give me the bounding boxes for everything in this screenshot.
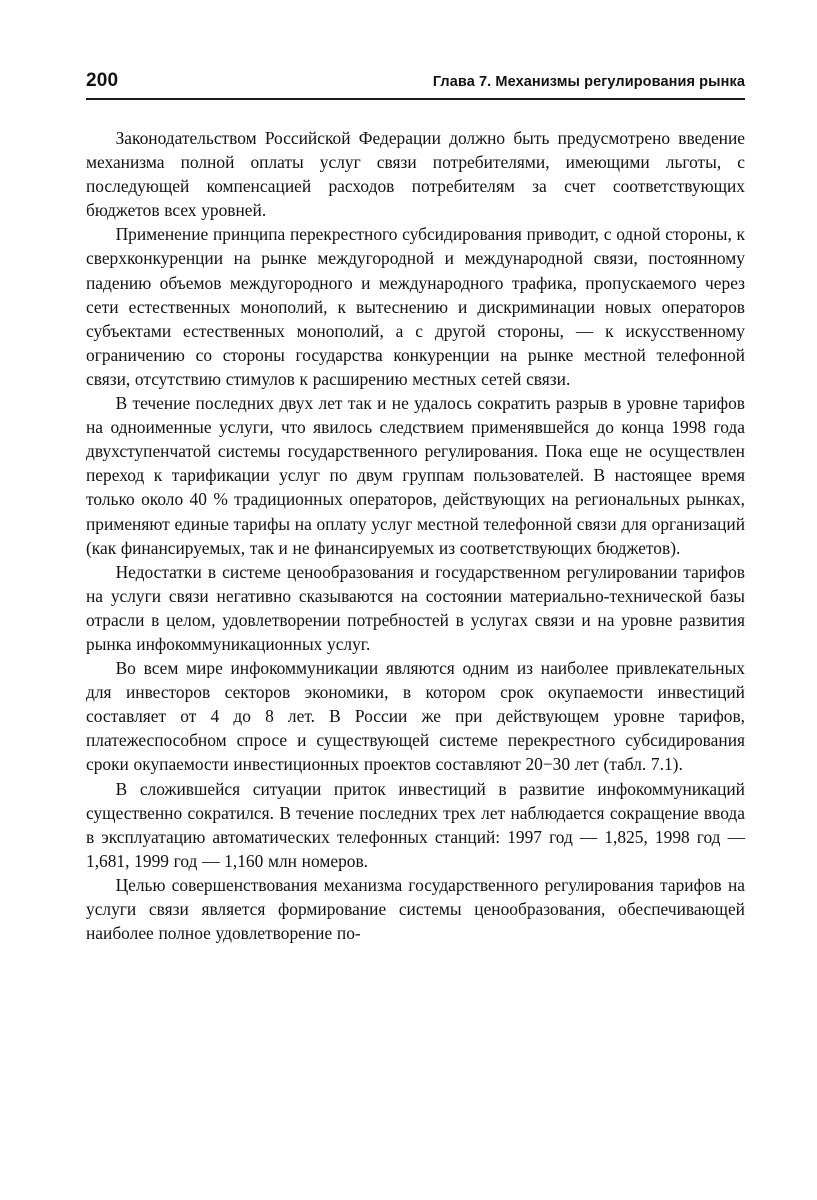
page-number: 200 (86, 70, 119, 91)
paragraph: В течение последних двух лет так и не удалось сократить разрыв в уровне тарифов на одноименные услуги, что явилось следствием применявшейся до конца 1998 года двухступенчатой системы государственного регулирования. Пока еще не осуществлен переход к тарификации услуг по двум группам пользователей. В настоящее время только около 40 % традиционных операторов, действующих на региональных рынках, применяют единые тарифы на оплату услуг местной телефонной связи для организаций (как финансируемых, так и не финансируемых из соответствующих бюджетов). (86, 393, 745, 558)
page-header (86, 70, 745, 100)
paragraph: Недостатки в системе ценообразования и государственном регулировании тарифов на услуги связи негативно сказываются на состоянии материально-технической базы отрасли в целом, удовлетворении потребностей в услугах связи и на уровне развития рынка инфокоммуникационных услуг. (86, 561, 745, 654)
paragraph: Целью совершенствования механизма государственного регулирования тарифов на услуги связи является формирование системы ценообразования, обеспечивающей наиболее полное удовлетворение по- (86, 874, 745, 944)
paragraph: Во всем мире инфокоммуникации являются одним из наиболее привлекательных для инвесторов секторов экономики, в котором срок окупаемости инвестиций составляет от 4 до 8 лет. В России же при действующем уровне тарифов, платежеспособном спросе и существующей системе перекрестного субсидирования сроки окупаемости инвестиционных проектов составляют 20−30 лет (табл. 7.1). (86, 658, 745, 775)
chapter-title: Глава 7. Механизмы регулирования рынка (432, 74, 745, 90)
body-text (86, 126, 745, 945)
paragraph: Законодательством Российской Федерации должно быть предусмотрено введение механизма полной оплаты услуг связи потребителями, имеющими льготы, с последующей компенсацией расходов потребителям за счет соответствующих бюджетов всех уровней. (86, 128, 745, 221)
paragraph: В сложившейся ситуации приток инвестиций в развитие инфокоммуникаций существенно сократился. В течение последних трех лет наблюдается сокращение ввода в эксплуатацию автоматических телефонных станций: 1997 год — 1,825, 1998 год — 1,681, 1999 год — 1,160 млн номеров. (86, 778, 745, 871)
paragraph: Применение принципа перекрестного субсидирования приводит, с одной стороны, к сверхконкуренции на рынке междугородной и международной связи, постоянному падению объемов междугородного и международного трафика, пропускаемого через сети естественных монополий, к вытеснению и дискриминации новых операторов субъектами естественных монополий, а с другой стороны, — к искусственному ограничению со стороны государства конкуренции на рынке местной телефонной связи, отсутствию стимулов к расширению местных сетей связи. (86, 224, 745, 389)
